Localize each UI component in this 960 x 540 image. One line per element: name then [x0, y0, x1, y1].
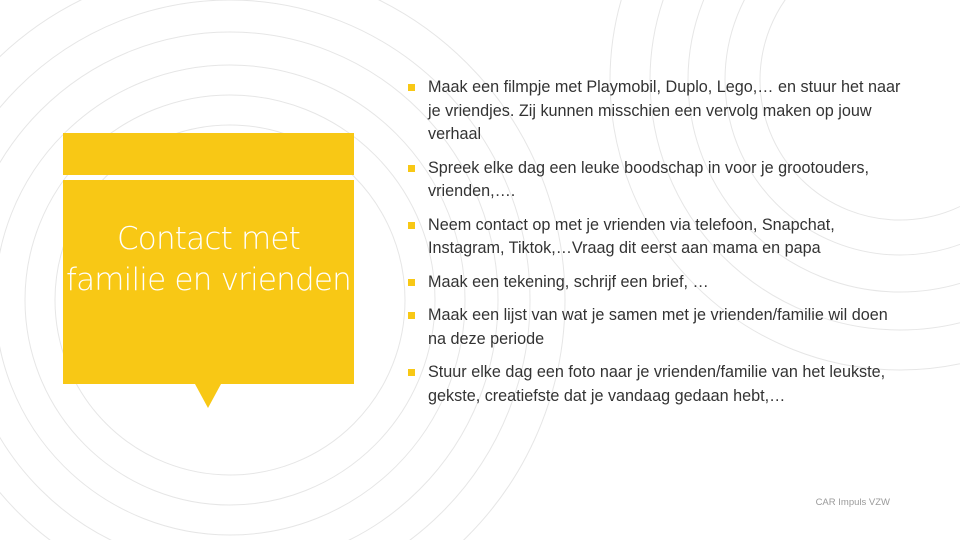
slide-title: Contact met familie en vrienden [65, 221, 352, 298]
accent-bar [63, 133, 354, 175]
bullet-item [408, 361, 908, 408]
bullet-item [408, 271, 908, 295]
square-bullet-icon [408, 369, 415, 376]
bullet-text: Neem contact op met je vrienden via telefoon, Snapchat, Instagram, Tiktok,…Vraag dit eerst aan mama en papa [428, 215, 835, 257]
bullet-text: Maak een filmpje met Playmobil, Duplo, Lego,… en stuur het naar je vriendjes. Zij kunnen misschien een vervolg maken op jouw verhaal [428, 78, 901, 143]
bullet-text: Maak een tekening, schrijf een brief, … [428, 272, 709, 291]
bullet-item [408, 214, 908, 261]
square-bullet-icon [408, 279, 415, 286]
bullet-item [408, 157, 908, 204]
bullet-text: Maak een lijst van wat je samen met je vrienden/familie wil doen na deze periode [428, 306, 888, 348]
bullet-text: Stuur elke dag een foto naar je vrienden/familie van het leukste, gekste, creatiefste dat je vandaag gedaan hebt,… [428, 363, 886, 405]
bullet-list [408, 76, 908, 418]
square-bullet-icon [408, 222, 415, 229]
square-bullet-icon [408, 312, 415, 319]
square-bullet-icon [408, 84, 415, 91]
title-panel-pointer [195, 384, 221, 408]
square-bullet-icon [408, 165, 415, 172]
bullet-item [408, 304, 908, 351]
footer-credit: CAR Impuls VZW [815, 497, 890, 508]
bullet-text: Spreek elke dag een leuke boodschap in voor je grootouders, vrienden,…. [428, 158, 869, 200]
bullet-item [408, 76, 908, 147]
